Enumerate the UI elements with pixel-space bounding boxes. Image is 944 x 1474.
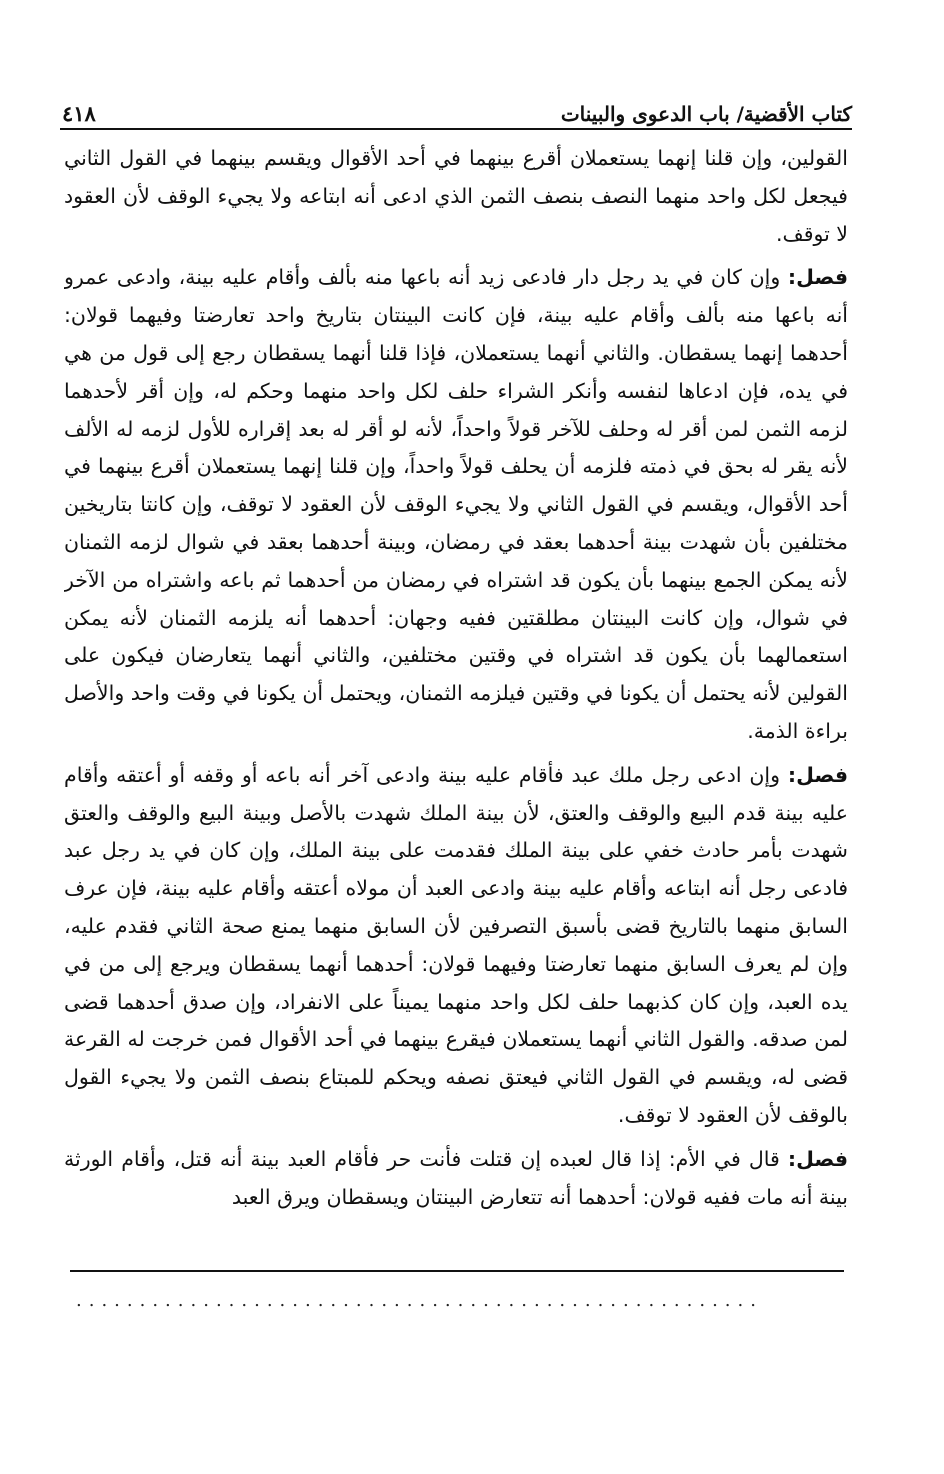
paragraph-text: وإن كان في يد رجل دار فادعى زيد أنه باعها منه بألف وأقام عليه بينة، وادعى عمرو أنه باعها منه بألف وأقام عليه بينة، فإن كانت البينتان بتاريخ واحد تعارضتا وفيهما قولان: أحدهما إنهما يسقطان. والثاني أنهما يستعملان، فإذا قلنا أنهما يسقطان رجع إلى قول من هي في يده، فإن ادعاها لنفسه وأنكر الشراء حلف لكل واحد منهما وحكم له، وإن أقر لأحدهما لزمه الثمن لمن أقر له وحلف للآخر قولاً واحداً، لأنه لو أقر له بعد إقراره للأول لزمه له الألف لأنه يقر له بحق في ذمته فلزمه أن يحلف قولاً واحداً، وإن قلنا إنهما يستعملان أقرع بينهما في أحد الأقوال، ويقسم في القول الثاني ولا يجيء الوقف لأن العقود لا توقف، وإن كانتا بتاريخين مختلفين بأن شهدت بينة أحدهما بعقد في رمضان، وبينة أحدهما بعقد في شوال لزمه الثمنان لأنه يمكن الجمع بينهما بأن يكون قد اشتراه في رمضان من أحدهما ثم باعه واشتراه من الآخر في شوال، وإن كانت البينتان مطلقتين ففيه وجهان: أحدهما أنه يلزمه الثمنان لأنه يمكن استعمالهما بأن يكون قد اشتراه في وقتين مختلفين، والثاني أنهما يتعارضان فيكون على القولين لأنه يحتمل أن يكونا في وقتين فيلزمه الثمنان، ويحتمل أن يكونا في وقت واحد والأصل براءة الذمة. bbox=[64, 265, 848, 743]
paragraph bbox=[64, 757, 848, 1135]
section-label: فصل: bbox=[787, 762, 848, 787]
paragraph-text: قال في الأم: إذا قال لعبده إن قتلت فأنت حر فأقام العبد بينة أنه قتل، وأقام الورثة بينة أنه مات ففيه قولان: أحدهما أنه تتعارض البينتان ويسقطان ويرق العبد bbox=[64, 1146, 848, 1209]
footnote-dots: ...................................................... bbox=[76, 1290, 763, 1311]
page-header bbox=[62, 86, 852, 126]
paragraph-text: وإن ادعى رجل ملك عبد فأقام عليه بينة وادعى آخر أنه باعه أو وقفه أو أعتقه وأقام عليه بينة قدم البيع والوقف والعتق، لأن بينة الملك شهدت بالأصل وبينة البيع والوقف والعتق شهدت بأمر حادث خفي على بينة الملك فقدمت على بينة الملك، وإن كان في يد رجل عبد فادعى رجل أنه ابتاعه وأقام عليه بينة وادعى العبد أن مولاه أعتقه وأقام عليه بينة، فإن عرف السابق منهما بالتاريخ قضى بأسبق التصرفين لأن السابق منهما يمنع صحة الثاني فقدم عليه، وإن لم يعرف السابق منهما تعارضتا وفيهما قولان: أحدهما أنهما يسقطان ويرجع إلى من في يده العبد، وإن كان كذبهما حلف لكل واحد منهما يميناً على الانفراد، وإن صدق أحدهما قضى لمن صدقه. والقول الثاني أنهما يستعملان فيقرع بينهما في أحد الأقوال فمن خرجت له القرعة قضى له، ويقسم في القول الثاني فيعتق نصفه ويحكم للمبتاع بنصف الثمن ولا يجيء القول بالوقف لأن العقود لا توقف. bbox=[64, 762, 848, 1127]
running-title: كتاب الأقضية/ باب الدعوى والبينات bbox=[560, 102, 852, 126]
section-label: فصل: bbox=[787, 1146, 848, 1171]
paragraph bbox=[64, 140, 848, 253]
section-label: فصل: bbox=[787, 265, 848, 290]
paragraph bbox=[64, 259, 848, 750]
paragraph bbox=[64, 1141, 848, 1217]
footnote-rule bbox=[70, 1270, 844, 1272]
paragraph-text: القولين، وإن قلنا إنهما يستعملان أقرع بينهما في أحد الأقوال ويقسم بينهما في القول الثاني فيجعل لكل واحد منهما النصف بنصف الثمن الذي ادعى أنه ابتاعه ولا يجيء الوقف لأن العقود لا توقف. bbox=[64, 146, 848, 246]
main-text bbox=[64, 140, 848, 1250]
header-rule bbox=[60, 128, 852, 130]
page-number: ٤١٨ bbox=[62, 101, 96, 126]
